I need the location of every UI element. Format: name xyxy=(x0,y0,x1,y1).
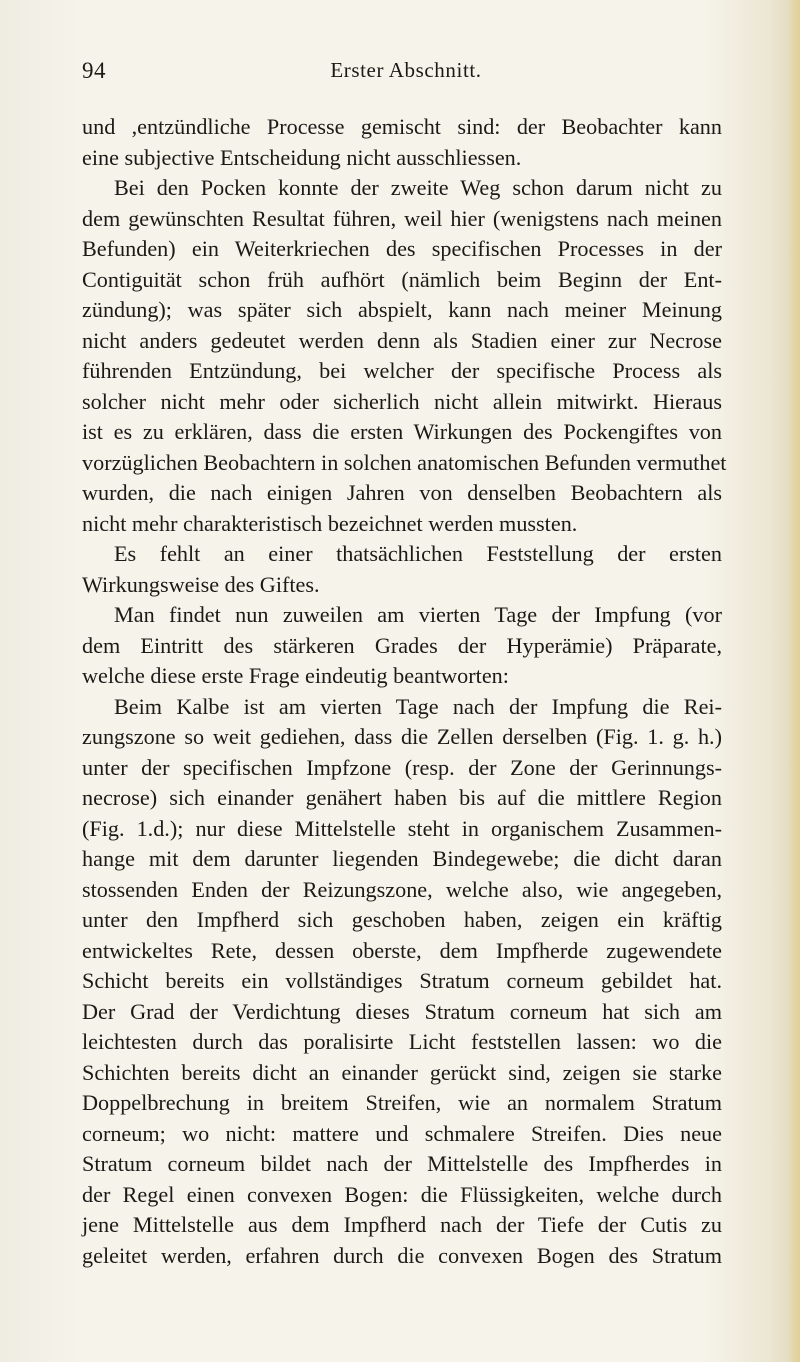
text-line: dem Eintritt des stärkeren Grades der Hyperämie) Präparate, xyxy=(82,632,722,658)
text-line: Man findet nun zuweilen am vierten Tage der Impfung (vor xyxy=(114,602,722,627)
text-line: dem gewünschten Resultat führen, weil hier (wenigstens nach meinen xyxy=(82,205,722,231)
text-line: Bei den Pocken konnte der zweite Weg schon darum nicht zu xyxy=(114,175,722,200)
text-line: Befunden) ein Weiterkriechen des specifischen Processes in der xyxy=(82,236,722,261)
text-line: hange mit dem darunter liegenden Bindegewebe; die dicht daran xyxy=(82,846,722,871)
text-line: leichtesten durch das poralisirte Licht feststellen lassen: wo die xyxy=(82,1029,722,1054)
text-line: necrose) sich einander genähert haben bis auf die mittlere Region xyxy=(82,785,722,810)
text-line: unter den Impfherd sich geschoben haben, zeigen ein kräftig xyxy=(82,907,722,932)
page-number: 94 xyxy=(82,58,106,83)
text-line: und ,entzündliche Processe gemischt sind: der Beobachter kann xyxy=(82,114,722,139)
text-line: Es fehlt an einer thatsächlichen Feststellung der ersten xyxy=(114,541,722,566)
running-head: Erster Abschnitt. xyxy=(330,58,482,82)
text-line: Der Grad der Verdichtung dieses Stratum corneum hat sich am xyxy=(82,998,722,1024)
text-line: welche diese erste Frage eindeutig beantworten: xyxy=(82,663,509,688)
text-line: Beim Kalbe ist am vierten Tage nach der Impfung die Rei- xyxy=(114,693,722,719)
text-line: Stratum corneum bildet nach der Mittelstelle des Impfherdes in xyxy=(82,1151,722,1176)
text-line: führenden Entzündung, bei welcher der specifische Process als xyxy=(82,358,722,383)
text-line: Wirkungsweise des Giftes. xyxy=(82,571,320,597)
text-line: wurden, die nach einigen Jahren von denselben Beobachtern als xyxy=(82,480,722,505)
text-line: Doppelbrechung in breitem Streifen, wie an normalem Stratum xyxy=(82,1090,722,1115)
text-line: unter der specifischen Impfzone (resp. der Zone der Gerinnungs- xyxy=(82,754,722,780)
text-line: zündung); was später sich abspielt, kann nach meiner Meinung xyxy=(82,297,722,322)
text-line: zungszone so weit gediehen, dass die Zellen derselben (Fig. 1. g. h.) xyxy=(82,724,722,749)
text-line: (Fig. 1.d.); nur diese Mittelstelle steht in organischem Zusammen- xyxy=(82,815,722,841)
text-line: stossenden Enden der Reizungszone, welche also, wie angegeben, xyxy=(82,876,722,902)
text-line: Schichten bereits dicht an einander gerückt sind, zeigen sie starke xyxy=(82,1059,722,1085)
text-line: Schicht bereits ein vollständiges Stratum corneum gebildet hat. xyxy=(82,968,722,993)
text-line: eine subjective Entscheidung nicht ausschliessen. xyxy=(82,144,522,170)
text-line: ist es zu erklären, dass die ersten Wirkungen des Pockengiftes von xyxy=(82,419,722,444)
body-text xyxy=(82,112,727,1271)
page-edge-shadow xyxy=(788,0,800,1362)
text-line: Contiguität schon früh aufhört (nämlich beim Beginn der Ent- xyxy=(82,266,722,292)
text-line: nicht anders gedeutet werden denn als Stadien einer zur Necrose xyxy=(82,327,722,353)
text-line: corneum; wo nicht: mattere und schmalere Streifen. Dies neue xyxy=(82,1120,722,1146)
text-line: geleitet werden, erfahren durch die convexen Bogen des Stratum xyxy=(82,1242,722,1268)
text-line: jene Mittelstelle aus dem Impfherd nach der Tiefe der Cutis zu xyxy=(82,1212,722,1237)
text-line: nicht mehr charakteristisch bezeichnet werden mussten. xyxy=(82,510,578,536)
text-line: solcher nicht mehr oder sicherlich nicht allein mitwirkt. Hieraus xyxy=(82,388,722,414)
page-header xyxy=(82,58,722,88)
text-line: vorzüglichen Beobachtern in solchen anatomischen Befunden vermuthet xyxy=(82,449,727,475)
text-line: entwickeltes Rete, dessen oberste, dem Impfherde zugewendete xyxy=(82,937,722,963)
text-line: der Regel einen convexen Bogen: die Flüssigkeiten, welche durch xyxy=(82,1181,722,1207)
